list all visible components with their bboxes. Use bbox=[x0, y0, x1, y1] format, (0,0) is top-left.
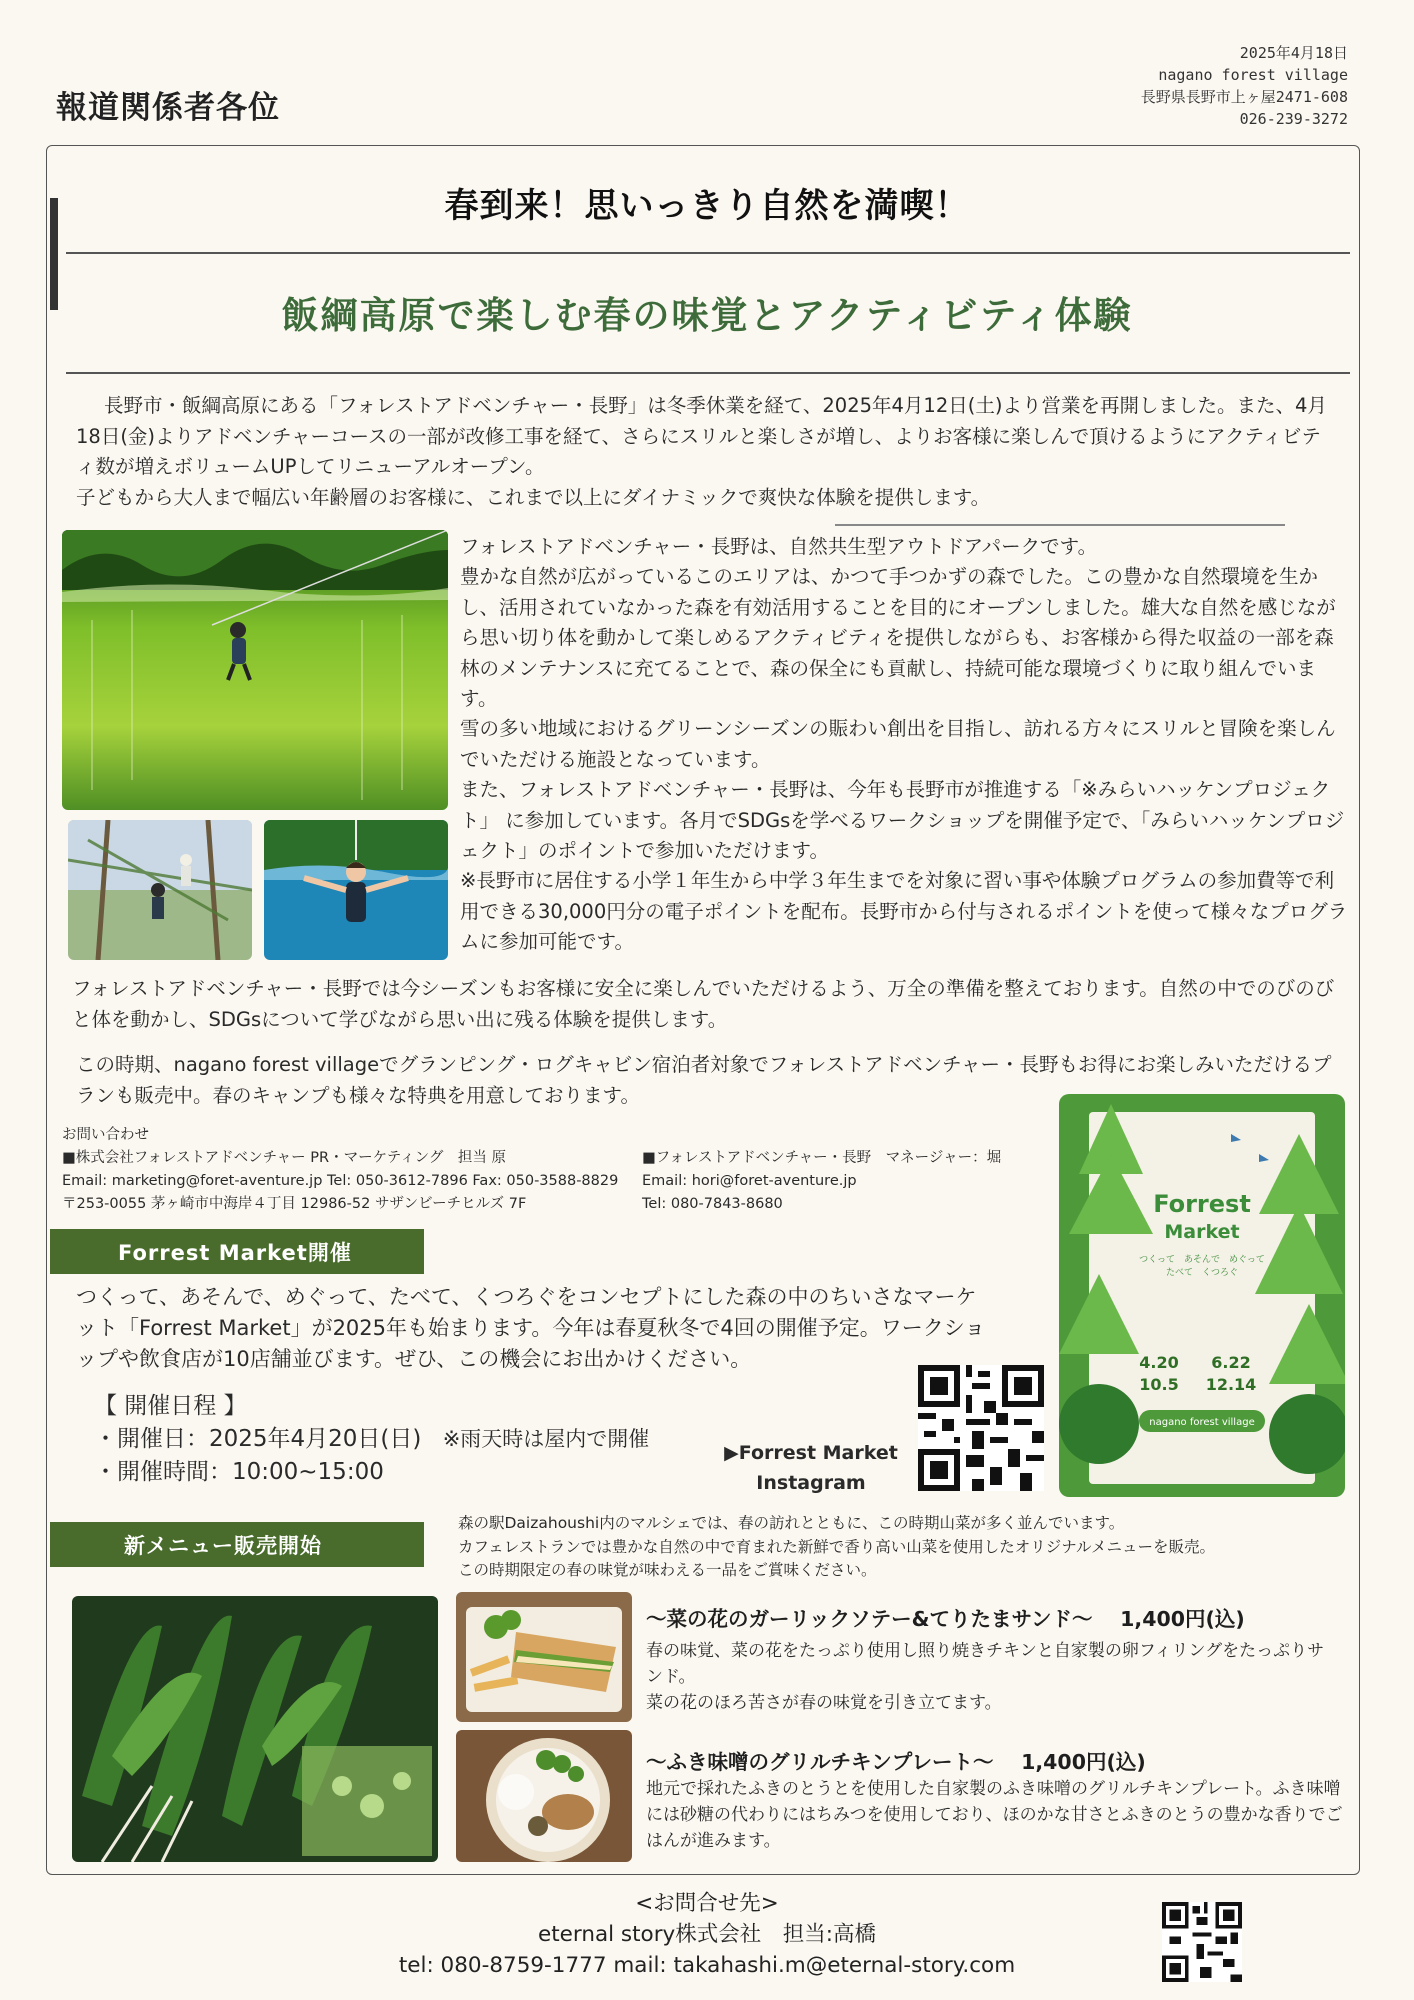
contact-line: Email: hori@foret-aventure.jp bbox=[642, 1173, 857, 1189]
event-schedule bbox=[94, 1390, 649, 1489]
dish-2-title: 〜ふき味噌のグリルチキンプレート〜 1,400円(込) bbox=[646, 1750, 1146, 1774]
instagram-label-line-2: Instagram bbox=[756, 1472, 866, 1494]
poster-subtitle-2: たべて くつろぐ bbox=[1165, 1268, 1239, 1278]
new-menu-intro-line: 森の駅Daizahoushi内のマルシェでは、春の訪れとともに、この時期山菜が多く並んでいます。 bbox=[458, 1514, 1125, 1532]
contact-section bbox=[62, 1124, 1062, 1216]
footer-heading: <お問合せ先> bbox=[635, 1891, 779, 1916]
new-menu-intro bbox=[458, 1512, 1358, 1583]
new-menu-intro-line: カフェレストランでは豊かな自然の中で育まれた新鮮で香り高い山菜を使用したオリジナルメニューを販売。 bbox=[458, 1537, 1216, 1556]
contact-column-2 bbox=[642, 1147, 1001, 1216]
about-paragraph: ※長野市に居住する小学１年生から中学３年生までを対象に習い事や体験プログラムの参加費等で利用できる30,000円分の電子ポイントを配布。長野市から付与されるポイントを使って様々なプログラムに参加可能です。 bbox=[460, 869, 1348, 954]
poster-date: 4.20 bbox=[1139, 1353, 1179, 1372]
safety-paragraph: フォレストアドベンチャー・長野では今シーズンもお客様に安全に楽しんでいただけるよう、万全の準備を整えております。自然の中でのびのびと体を動かし、SDGsについて学びながら思い出に残る体験を提供します。 bbox=[72, 977, 1335, 1031]
headline: 春到来！思いっきり自然を満喫！ bbox=[444, 186, 970, 226]
contact-line: Email: marketing@foret-aventure.jp Tel: 050-3612-7896 Fax: 050-3588-8829 bbox=[62, 1173, 619, 1189]
footer-qr-code[interactable] bbox=[1162, 1902, 1242, 1982]
page-subtitle: 飯綱高原で楽しむ春の味覚とアクティビティ体験 bbox=[281, 294, 1133, 337]
contact-line: ■株式会社フォレストアドベンチャー PR・マーケティング 担当 原 bbox=[62, 1150, 506, 1166]
schedule-date-row bbox=[94, 1423, 649, 1456]
instagram-label bbox=[718, 1438, 904, 1498]
press-release-meta bbox=[1141, 42, 1348, 130]
schedule-heading: 【 開催日程 】 bbox=[94, 1393, 247, 1419]
about-paragraph: フォレストアドベンチャー・長野は、自然共生型アウトドアパークです。 bbox=[460, 535, 1098, 558]
dish-1-desc-line: 春の味覚、菜の花をたっぷり使用し照り焼きチキンと自家製の卵フィリングをたっぷりサンド。 bbox=[646, 1641, 1325, 1687]
footer-contact-line[interactable]: tel: 080-8759-1777 mail: takahashi.m@eternal-story.com bbox=[398, 1953, 1016, 1978]
new-menu-intro-line: この時期限定の春の味覚が味わえる一品をご賞味ください。 bbox=[458, 1561, 877, 1579]
dish-1-desc-line: 菜の花のほろ苦さが春の味覚を引き立てます。 bbox=[646, 1693, 1002, 1713]
dish-2 bbox=[646, 1745, 1146, 1775]
wild-vegetables-photo bbox=[72, 1596, 438, 1862]
poster-date: 10.5 bbox=[1139, 1375, 1179, 1394]
contact-heading: お問い合わせ bbox=[62, 1127, 149, 1143]
rain-note: ※雨天時は屋内で開催 bbox=[442, 1427, 650, 1451]
divider bbox=[66, 252, 1350, 254]
about-paragraph: また、フォレストアドベンチャー・長野は、今年も長野市が推進する「※みらいハッケンプロジェクト」 に参加しています。各月でSDGsを学べるワークショップを開催予定で、「みらいハッケンプロジェクト」のポイントで参加いただけます。 bbox=[460, 778, 1345, 863]
poster-venue: nagano forest village bbox=[1149, 1417, 1255, 1428]
sandwich-photo bbox=[456, 1592, 632, 1722]
event-time: ・開催時間：10:00~15:00 bbox=[94, 1459, 384, 1485]
forrest-market-description: つくって、あそんで、めぐって、たべて、くつろぐをコンセプトにした森の中のちいさなマーケット「Forrest Market」が2025年も始まります。今年は春夏秋冬で4回の開催予定。ワークショップや飲食店が10店舗並びます。ぜひ、この機会にお出かけください。 bbox=[76, 1285, 986, 1371]
poster-date: 6.22 bbox=[1211, 1353, 1251, 1372]
contact-line: Tel: 080-7843-8680 bbox=[642, 1196, 783, 1212]
poster-title-2: Market bbox=[1164, 1221, 1240, 1243]
about-section bbox=[460, 532, 1352, 958]
plans-paragraph: この時期、nagano forest villageでグランピング・ログキャビン宿泊者対象でフォレストアドベンチャー・長野もお得にお楽しみいただけるプランも販売中。春のキャンプも様々な特典を用意しております。 bbox=[76, 1053, 1332, 1107]
divider bbox=[66, 372, 1350, 374]
child-zipline-photo bbox=[264, 820, 448, 960]
event-date: ・開催日：2025年4月20日(日) bbox=[94, 1426, 422, 1452]
poster-date: 12.14 bbox=[1205, 1375, 1257, 1394]
release-date: 2025年4月18日 bbox=[1239, 44, 1348, 62]
about-paragraph: 雪の多い地域におけるグリーンシーズンの賑わい創出を目指し、訪れる方々にスリルと冒険を楽しんでいただける施設となっています。 bbox=[460, 717, 1336, 771]
dish-1 bbox=[646, 1602, 1245, 1632]
forrest-market-poster bbox=[1059, 1094, 1345, 1497]
org-phone: 026-239-3272 bbox=[1239, 110, 1348, 128]
dish-2-description: 地元で採れたふきのとうとを使用した自家製のふき味噌のグリルチキンプレート。ふき味噌には砂糖の代わりにはちみつを使用しており、ほのかな甘さとふきのとうの豊かな香りでごはんが進みます。 bbox=[646, 1779, 1343, 1851]
dish-1-title: 〜菜の花のガーリックソテー&てりたまサンド〜 1,400円(込) bbox=[646, 1607, 1245, 1631]
forrest-market-banner: Forrest Market開催 bbox=[50, 1229, 424, 1274]
contact-line: 〒253-0055 茅ヶ崎市中海岸４丁目 12986-52 サザンビーチヒルズ 7F bbox=[62, 1196, 527, 1212]
about-paragraph: 豊かな自然が広がっているこのエリアは、かつて手つかずの森でした。この豊かな自然環境を生かし、活用されていなかった森を有効活用することを目的にオープンしました。雄大な自然を感じながら思い切り体を動かして楽しめるアクティビティを提供しながらも、お客様から得た収益の一部を森林のメンテナンスに充てることで、森の保全にも貢献し、持続可能な環境づくりに取り組んでいます。 bbox=[460, 565, 1336, 711]
instagram-qr-code[interactable] bbox=[918, 1365, 1044, 1491]
org-address: 長野県長野市上ヶ屋2471-608 bbox=[1140, 88, 1348, 106]
intro-paragraph-2: 子どもから大人まで幅広い年齢層のお客様に、これまで以上にダイナミックで爽快な体験を提供します。 bbox=[76, 486, 991, 509]
instagram-label-line-1: ▶Forrest Market bbox=[724, 1442, 898, 1464]
footer-company: eternal story株式会社 担当:高橋 bbox=[537, 1922, 877, 1947]
tree-climbing-photo bbox=[68, 820, 252, 960]
new-menu-banner: 新メニュー販売開始 bbox=[50, 1522, 424, 1567]
dish-1-description bbox=[646, 1638, 1336, 1716]
intro-paragraph: 長野市・飯綱高原にある「フォレストアドベンチャー・長野」は冬季休業を経て、2025年4月12日(土)より営業を再開しました。また、4月18日(金)よりアドベンチャーコースの一部が改修工事を経て、さらにスリルと楽しさが増し、よりお客様に楽しんで頂けるようにアクティビティ数が増えボリュームUPしてリニューアルオープン。 bbox=[76, 394, 1327, 478]
zipline-lake-photo bbox=[62, 530, 448, 810]
poster-title-1: Forrest bbox=[1153, 1190, 1251, 1218]
contact-line: ■フォレストアドベンチャー・長野 マネージャー：堀 bbox=[642, 1150, 1002, 1166]
org-name: nagano forest village bbox=[1158, 66, 1348, 84]
accent-bar bbox=[50, 198, 58, 310]
grill-chicken-plate-photo bbox=[456, 1730, 632, 1862]
divider bbox=[835, 524, 1285, 526]
poster-subtitle: つくって あそんで めぐって bbox=[1139, 1255, 1265, 1265]
addressee: 報道関係者各位 bbox=[56, 90, 280, 126]
